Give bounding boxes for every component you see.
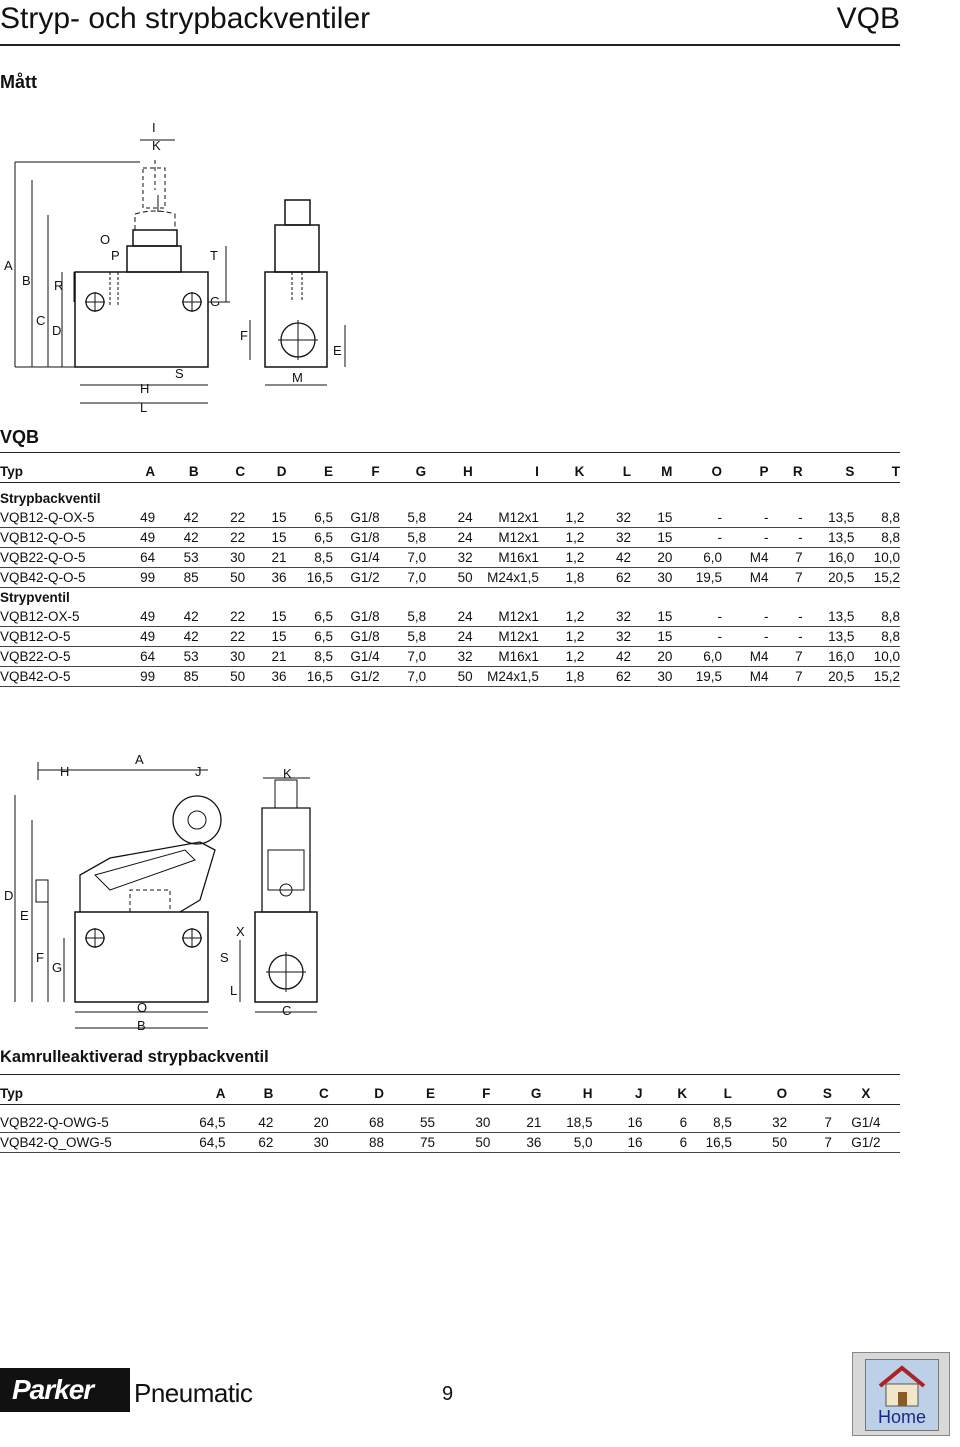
column-header: S (822, 1085, 832, 1101)
header-rule (0, 44, 900, 46)
table-header-row (0, 1082, 900, 1105)
value-cell: 30 (631, 568, 672, 588)
value-cell: 16,5 (687, 1133, 732, 1153)
column-header: O (711, 463, 722, 479)
value-cell: 50 (732, 1133, 787, 1153)
value-cell: 8,8 (854, 627, 900, 647)
value-cell: 32 (426, 548, 473, 568)
value-cell: 22 (199, 607, 246, 627)
value-cell: 62 (226, 1133, 274, 1153)
value-cell: 85 (155, 568, 198, 588)
value-cell: 8,5 (287, 548, 334, 568)
svg-text:B: B (22, 273, 31, 288)
type-cell: VQB22-Q-O-5 (0, 548, 116, 568)
value-cell: 99 (116, 568, 155, 588)
column-header: B (188, 463, 199, 479)
value-cell: - (672, 528, 722, 548)
column-header: G (415, 463, 427, 479)
value-cell: M24x1,5 (473, 568, 539, 588)
value-cell: M12x1 (473, 528, 539, 548)
column-header: F (371, 463, 380, 479)
value-cell: 32 (584, 508, 631, 528)
header-rule-row (0, 1105, 900, 1114)
value-cell: G1/2 (333, 667, 380, 687)
value-cell: 20,5 (803, 568, 855, 588)
value-cell: 18,5 (541, 1113, 592, 1133)
column-header: L (622, 463, 631, 479)
svg-text:C: C (282, 1003, 292, 1018)
type-cell: VQB42-Q-O-5 (0, 568, 116, 588)
svg-text:S: S (175, 366, 184, 381)
value-cell: 64,5 (181, 1133, 226, 1153)
svg-text:C: C (36, 313, 46, 328)
value-cell: 36 (245, 667, 286, 687)
value-cell: 20 (273, 1113, 328, 1133)
value-cell: 5,8 (380, 607, 427, 627)
value-cell: - (722, 627, 769, 647)
value-cell: 24 (426, 627, 473, 647)
column-header: D (374, 1085, 384, 1101)
table-row (0, 568, 900, 588)
svg-text:X: X (236, 924, 245, 939)
value-cell: G1/4 (333, 548, 380, 568)
value-cell: M4 (722, 568, 769, 588)
value-cell: 7,0 (380, 667, 427, 687)
column-header: I (535, 463, 539, 479)
group-row (0, 588, 900, 608)
svg-text:F: F (36, 950, 44, 965)
table-row (0, 667, 900, 687)
value-cell: 32 (584, 627, 631, 647)
svg-text:P: P (111, 248, 120, 263)
value-cell: 64,5 (181, 1113, 226, 1133)
value-cell: - (769, 508, 803, 528)
value-cell: 13,5 (803, 627, 855, 647)
value-cell: - (672, 607, 722, 627)
value-cell: G1/4 (333, 647, 380, 667)
cam-dimensions-table (0, 1082, 900, 1153)
svg-text:M: M (292, 370, 303, 385)
svg-text:H: H (140, 381, 150, 396)
value-cell: 15 (245, 508, 286, 528)
value-cell: 50 (426, 568, 473, 588)
table-row (0, 1113, 900, 1133)
value-cell: 1,2 (539, 528, 585, 548)
type-cell: VQB12-Q-O-5 (0, 528, 116, 548)
value-cell: 16,5 (287, 568, 334, 588)
value-cell: 5,8 (380, 627, 427, 647)
value-cell: 75 (384, 1133, 435, 1153)
svg-text:H: H (60, 764, 70, 779)
value-cell: 20 (631, 647, 672, 667)
value-cell: 1,8 (539, 568, 585, 588)
value-cell: 1,2 (539, 627, 585, 647)
value-cell: 64 (116, 647, 155, 667)
value-cell: - (769, 607, 803, 627)
value-cell: 32 (732, 1113, 787, 1133)
table-row (0, 627, 900, 647)
value-cell: 6 (643, 1133, 688, 1153)
svg-text:A: A (4, 258, 13, 273)
value-cell: 6,5 (287, 607, 334, 627)
svg-text:E: E (333, 343, 342, 358)
value-cell: 62 (584, 568, 631, 588)
parker-logo (0, 1368, 130, 1412)
value-cell: 42 (155, 607, 198, 627)
value-cell: 21 (490, 1113, 541, 1133)
column-header: O (776, 1085, 788, 1101)
value-cell: M12x1 (473, 607, 539, 627)
type-cell: VQB12-O-5 (0, 627, 116, 647)
svg-text:K: K (152, 138, 161, 153)
value-cell: 32 (584, 528, 631, 548)
svg-text:F: F (240, 328, 248, 343)
column-header: J (634, 1085, 643, 1101)
value-cell: 21 (245, 548, 286, 568)
value-cell: 20 (631, 548, 672, 568)
value-cell: M12x1 (473, 627, 539, 647)
table-row (0, 548, 900, 568)
value-cell: 49 (116, 607, 155, 627)
value-cell: 16,0 (803, 647, 855, 667)
value-cell: 22 (199, 508, 246, 528)
page-title: Stryp- och strypbackventiler (0, 2, 371, 35)
value-cell: G1/8 (333, 508, 380, 528)
value-cell: 5,8 (380, 528, 427, 548)
dimensions-heading: Mått (0, 72, 37, 92)
value-cell: 50 (435, 1133, 490, 1153)
column-header: F (482, 1085, 491, 1101)
value-cell: G1/8 (333, 528, 380, 548)
value-cell: 85 (155, 667, 198, 687)
value-cell: 22 (199, 627, 246, 647)
svg-text:J: J (195, 764, 202, 779)
value-cell: 36 (245, 568, 286, 588)
series-title: VQB (836, 2, 900, 35)
value-cell: M16x1 (473, 647, 539, 667)
value-cell: - (672, 508, 722, 528)
value-cell: 19,5 (672, 568, 722, 588)
column-header: S (845, 463, 855, 479)
svg-text:R: R (54, 278, 64, 293)
value-cell: 30 (199, 548, 246, 568)
value-cell: M4 (722, 647, 769, 667)
group-title: Strypbackventil (0, 491, 101, 506)
column-header: C (318, 1085, 329, 1101)
column-header: R (792, 463, 803, 479)
column-header: A (145, 463, 156, 479)
value-cell: M16x1 (473, 548, 539, 568)
value-cell: M4 (722, 667, 769, 687)
group-row (0, 489, 900, 508)
value-cell: 15 (631, 508, 672, 528)
column-header: H (462, 463, 473, 479)
value-cell: 5,0 (541, 1133, 592, 1153)
value-cell: 30 (273, 1133, 328, 1153)
value-cell: 24 (426, 528, 473, 548)
table-row (0, 647, 900, 667)
value-cell: 10,0 (854, 548, 900, 568)
value-cell: - (769, 627, 803, 647)
value-cell: 7 (787, 1133, 832, 1153)
column-header: E (324, 463, 334, 479)
dimension-drawing-vqb (0, 120, 360, 415)
svg-text:I: I (152, 120, 156, 135)
value-cell: 42 (155, 508, 198, 528)
value-cell: G1/8 (333, 627, 380, 647)
value-cell: 49 (116, 627, 155, 647)
value-cell: 32 (426, 647, 473, 667)
svg-text:T: T (210, 248, 218, 263)
home-icon (865, 1359, 939, 1431)
value-cell: 19,5 (672, 667, 722, 687)
value-cell: 7,0 (380, 568, 427, 588)
value-cell: 50 (199, 568, 246, 588)
vqb-table-heading: VQB (0, 427, 40, 447)
value-cell: 16,5 (287, 667, 334, 687)
value-cell: 30 (631, 667, 672, 687)
type-cell: VQB12-Q-OX-5 (0, 508, 116, 528)
header-rule (0, 1105, 900, 1114)
value-cell: 7 (769, 667, 803, 687)
value-cell: 55 (384, 1113, 435, 1133)
value-cell: 64 (116, 548, 155, 568)
column-header: E (426, 1085, 436, 1101)
value-cell: M24x1,5 (473, 667, 539, 687)
value-cell: 16 (593, 1113, 643, 1133)
value-cell: 15 (631, 528, 672, 548)
value-cell: 6,0 (672, 548, 722, 568)
column-header: M (661, 463, 673, 479)
type-cell: VQB12-OX-5 (0, 607, 116, 627)
value-cell: 7,0 (380, 548, 427, 568)
value-cell: 50 (199, 667, 246, 687)
svg-text:E: E (20, 908, 29, 923)
value-cell: 6,0 (672, 647, 722, 667)
type-cell: VQB22-Q-OWG-5 (0, 1113, 181, 1133)
value-cell: 8,5 (287, 647, 334, 667)
value-cell: 42 (226, 1113, 274, 1133)
svg-text:L: L (140, 400, 148, 415)
value-cell: 30 (435, 1113, 490, 1133)
type-cell: VQB42-O-5 (0, 667, 116, 687)
svg-text:O: O (137, 1000, 148, 1015)
value-cell: 8,5 (687, 1113, 732, 1133)
group-title: Strypventil (0, 590, 70, 605)
value-cell: 68 (329, 1113, 384, 1133)
home-label: Home (877, 1407, 926, 1427)
column-header: X (861, 1085, 871, 1101)
value-cell: G1/2 (333, 568, 380, 588)
column-header: Typ (0, 1085, 23, 1101)
value-cell: 53 (155, 647, 198, 667)
value-cell: 7 (787, 1113, 832, 1133)
value-cell: 6,5 (287, 627, 334, 647)
value-cell: - (722, 607, 769, 627)
type-cell: VQB22-O-5 (0, 647, 116, 667)
svg-text:O: O (100, 232, 111, 247)
vqb-dimensions-table (0, 460, 900, 687)
value-cell: 49 (116, 528, 155, 548)
svg-text:B: B (137, 1018, 146, 1033)
svg-text:G: G (52, 960, 63, 975)
value-cell: 6,5 (287, 528, 334, 548)
value-cell: - (722, 528, 769, 548)
svg-text:A: A (135, 752, 144, 767)
value-cell: 42 (155, 627, 198, 647)
value-cell: - (722, 508, 769, 528)
value-cell: G1/8 (333, 607, 380, 627)
value-cell: 22 (199, 528, 246, 548)
column-header: L (723, 1085, 732, 1101)
value-cell: 42 (155, 528, 198, 548)
table-row (0, 1133, 900, 1153)
value-cell: 50 (426, 667, 473, 687)
value-cell: 16 (593, 1133, 643, 1153)
value-cell: 24 (426, 607, 473, 627)
parker-logo-text: Parker (12, 1374, 94, 1405)
value-cell: - (769, 528, 803, 548)
value-cell: 32 (584, 607, 631, 627)
svg-text:D: D (52, 323, 62, 338)
column-header: P (759, 463, 769, 479)
column-header: Typ (0, 463, 23, 479)
value-cell: 7 (769, 548, 803, 568)
column-header: G (530, 1085, 542, 1101)
value-cell: 10,0 (854, 647, 900, 667)
value-cell: 1,2 (539, 548, 585, 568)
column-header: D (276, 463, 287, 479)
value-cell: - (672, 627, 722, 647)
value-cell: 62 (584, 667, 631, 687)
table-row (0, 508, 900, 528)
column-header: B (263, 1085, 274, 1101)
value-cell: 42 (584, 647, 631, 667)
value-cell: 15 (631, 607, 672, 627)
table-row (0, 607, 900, 627)
svg-text:G: G (210, 294, 221, 309)
value-cell: 8,8 (854, 528, 900, 548)
type-cell: VQB42-Q_OWG-5 (0, 1133, 181, 1153)
value-cell: 6 (643, 1113, 688, 1133)
value-cell: 7 (769, 647, 803, 667)
value-cell: 36 (490, 1133, 541, 1153)
column-header: C (235, 463, 246, 479)
value-cell: 15 (245, 627, 286, 647)
cam-table-heading: Kamrulleaktiverad strypbackventil (0, 1048, 269, 1066)
value-cell: 15 (631, 627, 672, 647)
value-cell: G1/4 (832, 1113, 900, 1133)
value-cell: 1,2 (539, 508, 585, 528)
value-cell: 1,8 (539, 667, 585, 687)
value-cell: 6,5 (287, 508, 334, 528)
value-cell: 1,2 (539, 647, 585, 667)
value-cell: 21 (245, 647, 286, 667)
table-row (0, 528, 900, 548)
value-cell: G1/2 (832, 1133, 900, 1153)
value-cell: 8,8 (854, 508, 900, 528)
svg-text:D: D (4, 888, 14, 903)
page-number: 9 (442, 1383, 454, 1405)
table2-top-rule (0, 1074, 900, 1075)
value-cell: 88 (329, 1133, 384, 1153)
value-cell: 1,2 (539, 607, 585, 627)
value-cell: 8,8 (854, 607, 900, 627)
value-cell: 49 (116, 508, 155, 528)
value-cell: 7,0 (380, 647, 427, 667)
svg-text:K: K (283, 766, 292, 781)
value-cell: M4 (722, 548, 769, 568)
pneumatic-label: Pneumatic (134, 1378, 253, 1408)
value-cell: 13,5 (803, 508, 855, 528)
column-header: H (582, 1085, 593, 1101)
value-cell: 16,0 (803, 548, 855, 568)
value-cell: 13,5 (803, 607, 855, 627)
value-cell: 20,5 (803, 667, 855, 687)
dimension-drawing-cam-roller (0, 750, 340, 1035)
value-cell: M12x1 (473, 508, 539, 528)
value-cell: 24 (426, 508, 473, 528)
column-header: K (574, 463, 585, 479)
value-cell: 15 (245, 528, 286, 548)
home-button[interactable] (852, 1352, 950, 1436)
table-header-row (0, 460, 900, 483)
value-cell: 99 (116, 667, 155, 687)
value-cell: 30 (199, 647, 246, 667)
value-cell: 7 (769, 568, 803, 588)
value-cell: 13,5 (803, 528, 855, 548)
value-cell: 42 (584, 548, 631, 568)
value-cell: 15,2 (854, 667, 900, 687)
column-header: A (215, 1085, 226, 1101)
value-cell: 15 (245, 607, 286, 627)
svg-text:L: L (230, 983, 238, 998)
value-cell: 5,8 (380, 508, 427, 528)
svg-text:S: S (220, 950, 229, 965)
value-cell: 53 (155, 548, 198, 568)
column-header: K (677, 1085, 688, 1101)
value-cell: 15,2 (854, 568, 900, 588)
table1-top-rule (0, 452, 900, 453)
column-header: T (891, 463, 900, 479)
